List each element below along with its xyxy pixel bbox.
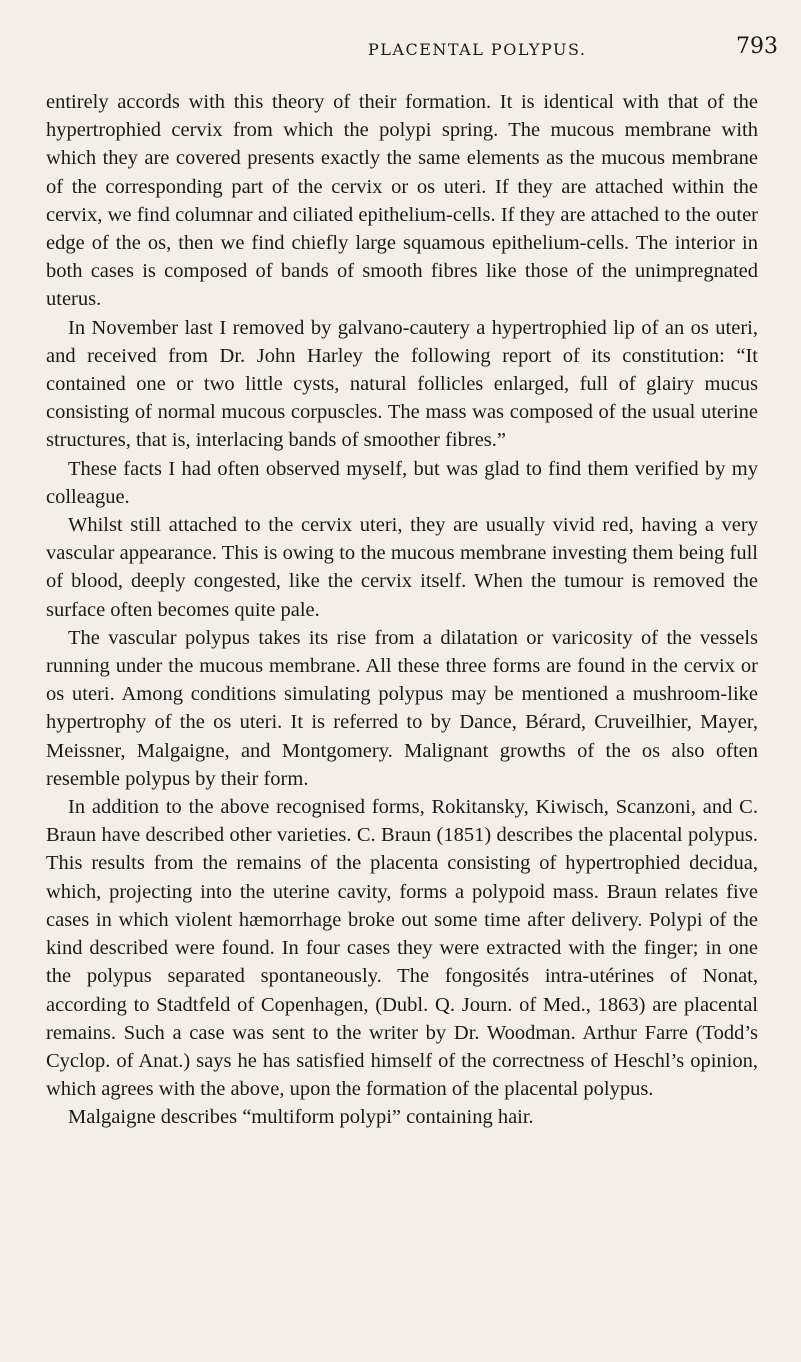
paragraph-2: In November last I removed by galvano-cautery a hypertrophied lip of an os uteri, and received from Dr. John Harley the following report of its constitution: “It contained one or two little cysts, natural follicles enlarged, full of glairy mucus consisting of normal mucous corpuscles. The mass was composed of the usual uterine structures, that is, interlacing bands of smoother fibres.” bbox=[46, 316, 758, 452]
paragraph-5: The vascular polypus takes its rise from a dilatation or varicosity of the vessels running under the mucous membrane. All these three forms are found in the cervix or os uteri. Among conditions simulating polypus may be mentioned a mushroom-like hypertrophy of the os uteri. It is referred to by Dance, Bérard, Cruveilhier, Mayer, Meissner, Malgaigne, and Montgomery. Malignant growths of the os also often resemble polypus by their form. bbox=[46, 626, 758, 790]
page-number: 793 bbox=[736, 34, 778, 59]
running-head: PLACENTAL POLYPUS. bbox=[368, 40, 587, 59]
paragraph-6: In addition to the above recognised forms, Rokitansky, Kiwisch, Scanzoni, and C. Braun have described other varieties. C. Braun (1851) describes the placental polypus. This results from the remains of the placenta consisting of hypertrophied decidua, which, projecting into the uterine cavity, forms a polypoid mass. Braun relates five cases in which violent hæmorrhage broke out some time after delivery. Polypi of the kind described were found. In four cases they were extracted with the finger; in one the polypus separated spontaneously. The fongosités intra-utérines of Nonat, according to Stadtfeld of Copenhagen, (Dubl. Q. Journ. of Med., 1863) are placental remains. Such a case was sent to the writer by Dr. Woodman. Arthur Farre (Todd’s Cyclop. of Anat.) says he has satisfied himself of the correctness of Heschl’s opinion, which agrees with the above, upon the formation of the placental polypus. bbox=[46, 796, 758, 1101]
paragraph-7: Malgaigne describes “multiform polypi” containing hair. bbox=[68, 1106, 534, 1129]
body-text bbox=[46, 88, 758, 1132]
paragraph-3: These facts I had often observed myself, but was glad to find them verified by my colleague. bbox=[46, 457, 758, 508]
paragraph-1: entirely accords with this theory of their formation. It is identical with that of the hypertrophied cervix from which the polypi spring. The mucous membrane with which they are covered presents exactly the same elements as the mucous membrane of the corresponding part of the cervix or os uteri. If they are attached within the cervix, we find columnar and ciliated epithelium-cells. If they are attached to the outer edge of the os, then we find chiefly large squamous epithelium-cells. The interior in both cases is composed of bands of smooth fibres like those of the unimpregnated uterus. bbox=[46, 91, 758, 311]
paragraph-4: Whilst still attached to the cervix uteri, they are usually vivid red, having a very vascular appearance. This is owing to the mucous membrane investing them being full of blood, deeply congested, like the cervix itself. When the tumour is removed the surface often becomes quite pale. bbox=[46, 514, 758, 621]
